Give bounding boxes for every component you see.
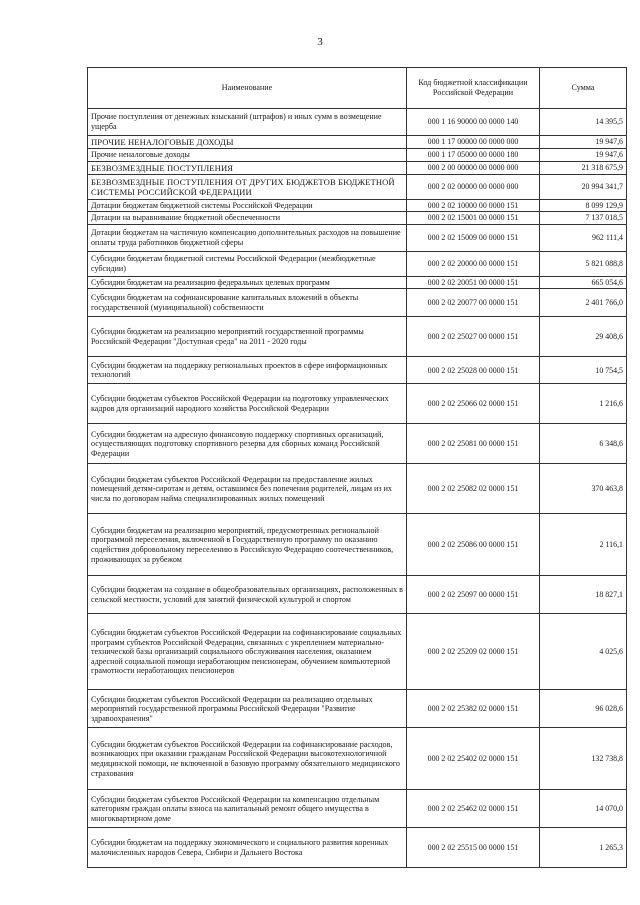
row-sum: 4 025,6 — [540, 614, 627, 690]
table-row — [88, 317, 627, 357]
table-row — [88, 790, 627, 828]
table-row — [88, 464, 627, 514]
row-sum: 6 348,6 — [540, 424, 627, 464]
table-row — [88, 149, 627, 162]
row-sum: 18 827,1 — [540, 576, 627, 614]
row-name: Субсидии бюджетам на адресную финансовую поддержку спортивных организаций, осуществляющих подготовку спортивного резерва для сборных команд Российской Федерации — [88, 424, 407, 464]
row-code: 000 2 02 25097 00 0000 151 — [407, 576, 540, 614]
row-code: 000 2 02 00000 00 0000 000 — [407, 174, 540, 199]
table-row — [88, 251, 627, 276]
row-code: 000 2 02 25066 02 0000 151 — [407, 384, 540, 424]
row-sum: 7 137 018,5 — [540, 212, 627, 225]
row-sum: 1 265,3 — [540, 828, 627, 868]
row-code: 000 2 02 25382 02 0000 151 — [407, 690, 540, 728]
row-name: Субсидии бюджетам бюджетной системы Российской Федерации (межбюджетные субсидии) — [88, 251, 407, 276]
row-sum: 14 395,5 — [540, 109, 627, 136]
table-row — [88, 289, 627, 317]
table-row — [88, 514, 627, 576]
row-code: 000 2 02 15001 00 0000 151 — [407, 212, 540, 225]
table-row — [88, 384, 627, 424]
row-name: Субсидии бюджетам на реализацию федеральных целевых программ — [88, 276, 407, 289]
row-code: 000 1 16 90000 00 0000 140 — [407, 109, 540, 136]
table-row — [88, 690, 627, 728]
row-sum: 8 099 129,9 — [540, 199, 627, 212]
table-body — [88, 109, 627, 868]
row-sum: 665 054,6 — [540, 276, 627, 289]
row-sum: 5 821 088,8 — [540, 251, 627, 276]
row-name: Субсидии бюджетам субъектов Российской Федерации на компенсацию отдельным категориям граждан оплаты взноса на капитальный ремонт общего имущества в многоквартирном доме — [88, 790, 407, 828]
row-code: 000 2 02 25402 02 0000 151 — [407, 728, 540, 790]
row-sum: 96 028,6 — [540, 690, 627, 728]
row-code: 000 2 00 00000 00 0000 000 — [407, 161, 540, 174]
row-sum: 2 116,1 — [540, 514, 627, 576]
row-name: Субсидии бюджетам субъектов Российской Федерации на предоставление жилых помещений детям-сиротам и детям, оставшимся без попечения родителей, лицам из их числа по договорам найма специализированных жилых помещений — [88, 464, 407, 514]
row-name: Субсидии бюджетам субъектов Российской Федерации на софинансирование расходов, возникающих при оказании гражданам Российской Федерации высокотехнологичной медицинской помощи, не включенной в базовую программу обязательного медицинского страхования — [88, 728, 407, 790]
row-sum: 370 463,8 — [540, 464, 627, 514]
row-name: Прочие поступления от денежных взысканий (штрафов) и иных сумм в возмещение ущерба — [88, 109, 407, 136]
table-row — [88, 224, 627, 251]
table-header-row — [88, 68, 627, 109]
row-code: 000 2 02 25028 00 0000 151 — [407, 357, 540, 384]
table-row — [88, 828, 627, 868]
header-code: Код бюджетной классификации Российской Федерации — [407, 68, 540, 109]
table-row — [88, 109, 627, 136]
row-code: 000 2 02 25027 00 0000 151 — [407, 317, 540, 357]
table-row — [88, 276, 627, 289]
table-row — [88, 614, 627, 690]
row-code: 000 1 17 00000 00 0000 000 — [407, 136, 540, 149]
budget-revenue-table — [87, 67, 627, 868]
row-code: 000 2 02 20051 00 0000 151 — [407, 276, 540, 289]
header-name: Наименование — [88, 68, 407, 109]
row-name: Субсидии бюджетам субъектов Российской Федерации на подготовку управленческих кадров для организаций народного хозяйства Российской Федерации — [88, 384, 407, 424]
row-name: Дотации бюджетам на частичную компенсацию дополнительных расходов на повышение оплаты труда работников бюджетной сферы — [88, 224, 407, 251]
table-row — [88, 357, 627, 384]
row-sum: 20 994 341,7 — [540, 174, 627, 199]
row-code: 000 2 02 25081 00 0000 151 — [407, 424, 540, 464]
table-row — [88, 212, 627, 225]
table-row — [88, 424, 627, 464]
row-name: Дотации бюджетам бюджетной системы Российской Федерации — [88, 199, 407, 212]
table-row — [88, 174, 627, 199]
row-code: 000 2 02 20000 00 0000 151 — [407, 251, 540, 276]
row-name: Субсидии бюджетам субъектов Российской Федерации на реализацию отдельных мероприятий государственной программы Российской Федерации "Развитие здравоохранения" — [88, 690, 407, 728]
row-sum: 14 070,0 — [540, 790, 627, 828]
row-code: 000 1 17 05000 00 0000 180 — [407, 149, 540, 162]
row-sum: 21 318 675,9 — [540, 161, 627, 174]
row-name: БЕЗВОЗМЕЗДНЫЕ ПОСТУПЛЕНИЯ ОТ ДРУГИХ БЮДЖЕТОВ БЮДЖЕТНОЙ СИСТЕМЫ РОССИЙСКОЙ ФЕДЕРАЦИИ — [88, 174, 407, 199]
row-sum: 962 111,4 — [540, 224, 627, 251]
row-sum: 19 947,6 — [540, 149, 627, 162]
row-code: 000 2 02 10000 00 0000 151 — [407, 199, 540, 212]
row-name: Субсидии бюджетам на реализацию мероприятий, предусмотренных региональной программой переселения, включенной в Государственную программу по оказанию содействия добровольному переселению в Российскую Федерацию соотечественников, проживающих за рубежом — [88, 514, 407, 576]
row-name: Субсидии бюджетам на создание в общеобразовательных организациях, расположенных в сельской местности, условий для занятий физической культурой и спортом — [88, 576, 407, 614]
row-code: 000 2 02 25086 00 0000 151 — [407, 514, 540, 576]
page-number: 3 — [317, 36, 323, 48]
row-sum: 2 401 766,0 — [540, 289, 627, 317]
header-sum: Сумма — [540, 68, 627, 109]
row-code: 000 2 02 25082 02 0000 151 — [407, 464, 540, 514]
row-code: 000 2 02 25515 00 0000 151 — [407, 828, 540, 868]
row-code: 000 2 02 20077 00 0000 151 — [407, 289, 540, 317]
table-row — [88, 728, 627, 790]
row-code: 000 2 02 25209 02 0000 151 — [407, 614, 540, 690]
row-sum: 1 216,6 — [540, 384, 627, 424]
row-name: Прочие неналоговые доходы — [88, 149, 407, 162]
row-name: Субсидии бюджетам субъектов Российской Федерации на софинансирование социальных программ субъектов Российской Федерации, связанных с укреплением материально-технической базы организаций социального обслуживания населения, оказанием адресной социальной помощи неработающим пенсионерам, обучением компьютерной грамотности неработающих пенсионеров — [88, 614, 407, 690]
row-name: ПРОЧИЕ НЕНАЛОГОВЫЕ ДОХОДЫ — [88, 136, 407, 149]
row-sum: 19 947,6 — [540, 136, 627, 149]
row-code: 000 2 02 25462 02 0000 151 — [407, 790, 540, 828]
row-name: Субсидии бюджетам на поддержку экономического и социального развития коренных малочисленных народов Севера, Сибири и Дальнего Востока — [88, 828, 407, 868]
table-row — [88, 576, 627, 614]
table-row — [88, 136, 627, 149]
row-name: Дотации на выравнивание бюджетной обеспеченности — [88, 212, 407, 225]
row-name: Субсидии бюджетам на поддержку региональных проектов в сфере информационных технологий — [88, 357, 407, 384]
row-code: 000 2 02 15009 00 0000 151 — [407, 224, 540, 251]
table-row — [88, 199, 627, 212]
row-sum: 132 738,8 — [540, 728, 627, 790]
row-name: Субсидии бюджетам на реализацию мероприятий государственной программы Российской Федерации "Доступная среда" на 2011 - 2020 годы — [88, 317, 407, 357]
table-row — [88, 161, 627, 174]
row-sum: 10 754,5 — [540, 357, 627, 384]
row-name: БЕЗВОЗМЕЗДНЫЕ ПОСТУПЛЕНИЯ — [88, 161, 407, 174]
row-sum: 29 408,6 — [540, 317, 627, 357]
row-name: Субсидии бюджетам на софинансирование капитальных вложений в объекты государственной (муниципальной) собственности — [88, 289, 407, 317]
